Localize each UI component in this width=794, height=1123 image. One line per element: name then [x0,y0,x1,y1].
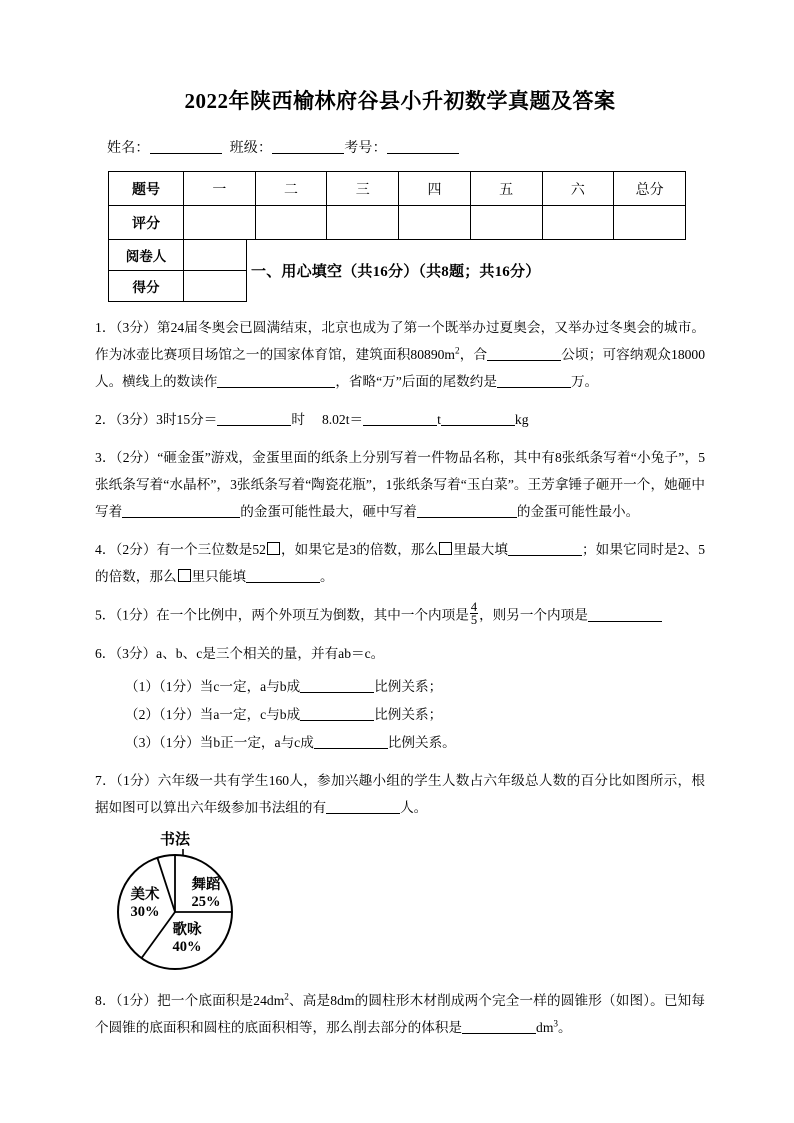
obtained-score-label: 得分 [109,271,184,302]
grader-section-row [108,239,686,302]
question-4-blank-2[interactable] [246,582,320,583]
question-8-text-c: dm [536,1019,554,1035]
exam-no-label: 考号： [344,141,387,157]
grader-table [108,239,247,302]
question-7-index: 7 [95,772,102,788]
question-6-sub-1-points: （1分） [158,678,200,694]
score-table-col-6: 六 [542,172,614,206]
class-label: 班级： [229,141,273,157]
question-2-blank-2[interactable] [363,425,437,426]
question-7-blank-1[interactable] [326,813,400,814]
question-4-text-e: 里只能填 [191,569,246,585]
question-3-text-c: 的金蛋可能性最小。 [516,504,640,520]
question-8-blank-1[interactable] [462,1033,536,1034]
score-table-row-label-question: 题号 [109,172,184,206]
question-1-index: 1 [95,320,102,336]
question-8-text-a: 把一个底面积是24dm [157,992,285,1008]
score-cell-5[interactable] [470,206,542,240]
question-6-sub-3 [95,729,705,756]
question-5-blank-1[interactable] [588,621,662,622]
question-1-text-d: ，省略“万”后面的尾数约是 [335,374,497,390]
question-6: 6．（3分）a、b、c是三个相关的量，并有ab＝c。 [95,645,385,661]
question-4-text-c: 里最大填 [453,542,508,558]
question-8-text-b: 、高是8dm的圆柱形木材削成两个完全一样的圆锥形（如图）。已知每个圆锥的底面积和圆柱的底面积相等，那么削去部分的体积是 [95,992,706,1035]
reviewer-value-cell[interactable] [184,240,247,271]
question-5-text-b: ，则另一个内项是 [479,607,588,623]
question-1-text-b: ，合 [459,347,488,363]
score-table-col-total: 总分 [614,172,686,206]
question-3-text-a: “砸金蛋”游戏，金蛋里面的纸条上分别写着一件物品名称，其中有8张纸条写着“小兔子”，5张纸条写着“水晶杯”，3张纸条写着“陶瓷花瓶”，1张纸条写着“玉白菜”。王芳拿锤子砸开一个，她砸中写着 [95,450,706,520]
question-4-text-d: ；如果它同时是2、5的倍数，那么 [95,542,706,585]
score-cell-1[interactable] [184,206,256,240]
question-6-sub-3-points: （1分） [158,734,200,750]
question-3-text-b: 的金蛋可能性最大，砸中写着 [240,504,417,520]
question-1-blank-2[interactable] [217,387,335,388]
blank-box-icon [267,542,280,555]
fraction-numerator: 4 [470,600,478,615]
name-label: 姓名： [107,141,150,157]
question-4-points: （2分） [115,542,157,558]
class-input-blank[interactable] [272,153,344,154]
page-title: 2022年陕西榆林府谷县小升初数学真题及答案 [184,89,616,113]
question-6-sub-2-blank[interactable] [300,720,374,721]
question-2-text-a: 3时15分＝ [156,412,218,428]
question-4-text-a: 有一个三位数是52 [156,542,266,558]
table-row-obtained-score [109,271,247,302]
question-6-sub-1 [95,673,705,700]
question-1: 1．（3分）第24届冬奥会已圆满结束，北京也成为了第一个既举办过夏奥会，又举办过冬奥会的城市。作为冰壶比赛项目场馆之一的国家体育馆，建筑面积$80890m^2$，合 公顷；可容纳观众18000人。横线上的数读作 ，省略“万”后面的尾数约是 万。 [95,320,706,390]
question-3-blank-1[interactable] [122,517,240,518]
question-3-blank-2[interactable] [417,517,517,518]
question-1-text-a: 第24届冬奥会已圆满结束，北京也成为了第一个既举办过夏奥会，又举办过冬奥会的城市。作为冰壶比赛项目场馆之一的国家体育馆，建筑面积80890m [95,320,706,363]
question-6-sub-1-label: （1） [125,678,159,694]
obtained-score-value-cell[interactable] [184,271,247,302]
score-cell-total[interactable] [614,206,686,240]
question-8-superscript-a: 2 [284,991,289,1002]
question-4-text-b: ，如果它是3的倍数，那么 [280,542,439,558]
exam-no-input-blank[interactable] [387,153,459,154]
score-table-col-4: 四 [399,172,471,206]
question-2-text-b: 时 [291,412,305,428]
question-6-sub-1-text-b: 比例关系； [374,678,443,694]
question-1-text-e: 万。 [570,374,599,390]
pie-slice-label-geyong: 歌咏 40% [172,921,202,955]
question-7-text-a: 六年级一共有学生160人，参加兴趣小组的学生人数占六年级总人数的百分比如图所示，根据如图可以算出六年级参加书法组的有 [95,772,706,815]
question-8-index: 8 [95,992,102,1008]
section-heading: 一、用心填空（共16分）（共8题；共16分） [251,264,541,281]
score-cell-3[interactable] [327,206,399,240]
question-7: 7．（1分）六年级一共有学生160人，参加兴趣小组的学生人数占六年级总人数的百分比如图所示，根据如图可以算出六年级参加书法组的有 人。 [95,772,706,815]
question-2-text-c: 8.02t＝ [321,412,364,428]
question-2: 2．（3分）3时15分＝ 时 8.02t＝ t kg [95,412,529,428]
question-2-text-d: t [437,412,441,428]
question-7-points: （1分） [115,772,158,788]
score-table-wrap [108,171,686,302]
question-8-text-d: 。 [558,1019,572,1035]
question-1-superscript-a: 2 [455,345,460,356]
question-6-sub-2 [95,701,705,728]
question-2-blank-1[interactable] [217,425,291,426]
score-cell-2[interactable] [255,206,327,240]
question-5: 5．（1分）在一个比例中，两个外项互为倒数，其中一个内项是 $\frac{4}{5}$ ，则另一个内项是 [95,601,705,629]
question-4-blank-1[interactable] [508,555,582,556]
question-6-sub-3-label: （3） [125,734,159,750]
question-1-blank-1[interactable] [487,360,561,361]
score-table-col-1: 一 [184,172,256,206]
interest-group-pie-chart [113,827,283,977]
question-6-sub-2-label: （2） [125,706,159,722]
question-2-blank-3[interactable] [441,425,515,426]
table-row-reviewer [109,240,247,271]
question-1-blank-3[interactable] [497,387,571,388]
question-3: 3．（2分）“砸金蛋”游戏，金蛋里面的纸条上分别写着一件物品名称，其中有8张纸条写着“小兔子”，5张纸条写着“水晶杯”，3张纸条写着“陶瓷花瓶”，1张纸条写着“玉白菜”。王芳拿锤子砸开一个，她砸中写着 的金蛋可能性最大，砸中写着 的金蛋可能性最小。 [95,450,706,520]
question-6-sub-3-text-a: 当b正一定，a与c成 [199,734,314,750]
table-row-question-numbers [109,172,686,206]
question-8: 8．（1分）把一个底面积是$24dm^2$、高是8dm的圆柱形木材削成两个完全一样的圆锥形（如图）。已知每个圆锥的底面积和圆柱的底面积相等，那么削去部分的体积是 $dm^3$。 [95,991,706,1035]
question-6-sub-2-text-a: 当a一定，c与b成 [199,706,301,722]
question-7-text-b: 人。 [400,799,428,815]
page-content [95,0,705,1052]
question-1-points: （3分） [115,320,157,336]
question-3-points: （2分） [115,450,158,466]
name-input-blank[interactable] [150,153,222,154]
blank-box-icon [178,569,191,582]
score-table-col-2: 二 [255,172,327,206]
question-2-points: （3分） [115,412,157,428]
pie-slice-label-meishu: 美术 30% [130,886,160,920]
question-3-index: 3 [95,450,102,466]
question-6-sub-3-text-b: 比例关系。 [387,734,456,750]
question-5-text-a: 在一个比例中，两个外项互为倒数，其中一个内项是 [156,607,469,623]
score-cell-4[interactable] [399,206,471,240]
question-2-index: 2 [95,412,102,428]
score-table-col-5: 五 [470,172,542,206]
fraction-four-fifths [470,601,478,627]
score-table-col-3: 三 [327,172,399,206]
pie-slice-label-shufa: 书法 [159,831,191,848]
question-6-sub-3-blank[interactable] [314,748,388,749]
question-1-text-c: 公顷；可容纳观众18000人。横线上的数读作 [95,347,706,390]
score-cell-6[interactable] [542,206,614,240]
table-row-scores [109,206,686,240]
question-6-sub-1-blank[interactable] [300,692,374,693]
question-4: 4．（2分）有一个三位数是52 ，如果它是3的倍数，那么 里最大填 ；如果它同时是2、5的倍数，那么 里只能填 。 [95,542,706,585]
question-4-text-f: 。 [319,569,334,585]
score-table [108,171,686,240]
questions-list [95,314,705,1041]
question-2-text-e: kg [514,412,529,428]
reviewer-label: 阅卷人 [109,240,184,271]
question-5-index: 5 [95,607,102,623]
question-6-sub-1-text-a: 当c一定，a与b成 [199,678,301,694]
question-6-index: 6 [95,645,102,661]
question-6-sub-2-text-b: 比例关系； [374,706,443,722]
question-8-points: （1分） [115,992,158,1008]
question-4-index: 4 [95,542,102,558]
fraction-denominator: 5 [470,613,478,628]
question-6-points: （3分） [115,645,157,661]
blank-box-icon [439,542,452,555]
question-6-sub-2-points: （1分） [158,706,200,722]
student-identity-line [107,137,705,157]
question-6-text-a: a、b、c是三个相关的量，并有ab＝c。 [156,645,385,661]
pie-slice-label-wudao: 舞蹈 25% [191,876,221,910]
score-table-row-label-score: 评分 [109,206,184,240]
question-8-superscript-b: 3 [553,1018,559,1029]
question-5-points: （1分） [115,607,157,623]
pie-chart-figure [95,827,705,977]
